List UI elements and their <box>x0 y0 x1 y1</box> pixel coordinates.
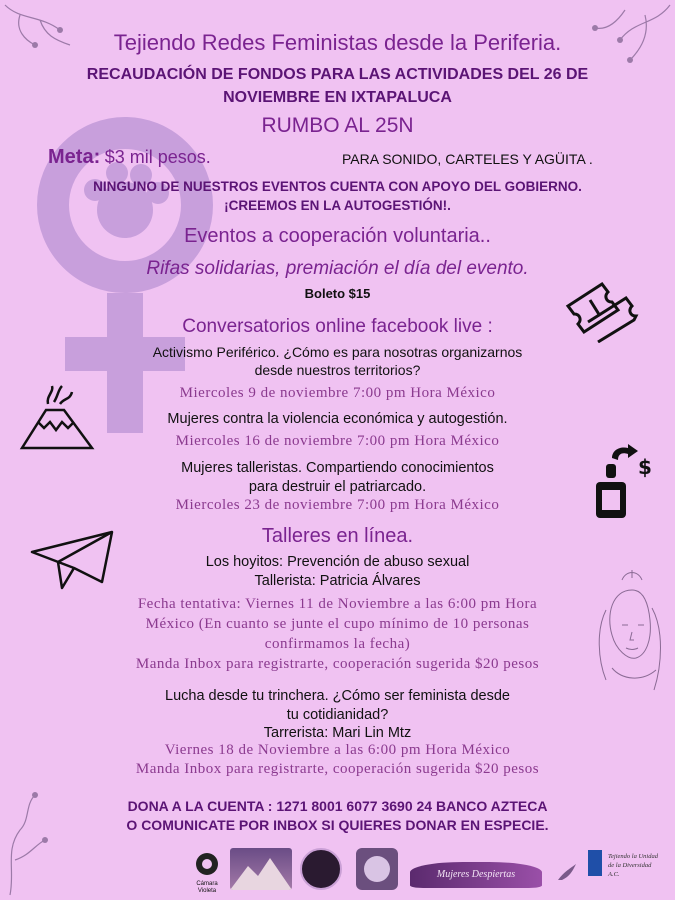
ticket-price: Boleto $15 <box>304 286 371 301</box>
tejiendo-label-2: de la Diversidad <box>608 862 652 869</box>
goal-label: Meta: <box>48 146 101 168</box>
logo-camara-violeta <box>192 852 222 892</box>
goal-line <box>48 146 211 169</box>
camara-label: Cámara <box>196 881 218 887</box>
logo-circle <box>300 848 342 890</box>
conversatorio-1-date: Miercoles 9 de noviembre 7:00 pm Hora México <box>179 385 496 401</box>
workshop-2-title-2: tu cotidianidad? <box>286 707 389 723</box>
conversatorio-2-title: Mujeres contra la violencia económica y autogestión. <box>167 411 508 427</box>
conversatorio-2-date: Miercoles 16 de noviembre 7:00 pm Hora México <box>175 433 500 449</box>
workshop-2-facilitator: Tarrerista: Mari Lin Mtz <box>263 725 412 741</box>
subtitle-line-1: RECAUDACIÓN DE FONDOS PARA LAS ACTIVIDADES DEL 26 DE <box>86 66 589 83</box>
mujeres-despiertas-label: Mujeres Despiertas <box>436 869 516 880</box>
workshop-1-info-4: Manda Inbox para registrarte, cooperación sugerida $20 pesos <box>135 656 540 672</box>
conversatorio-1-title-2: desde nuestros territorios? <box>254 362 421 378</box>
camera-aperture-icon <box>195 852 219 876</box>
workshop-1-info-3: confirmamos la fecha) <box>264 636 411 652</box>
raffle-text: Rifas solidarias, premiación el día del evento. <box>146 258 529 279</box>
conversatorio-3-title-2: para destruir el patriarcado. <box>248 479 427 495</box>
donation-line-2: O COMUNICATE POR INBOX SI QUIERES DONAR EN ESPECIE. <box>126 817 549 833</box>
violeta-label: Violeta <box>197 888 217 894</box>
subtitle-line-2: NOVIEMBRE EN IXTAPALUCA <box>223 89 452 106</box>
workshop-1-info-1: Fecha tentativa: Viernes 11 de Noviembre a las 6:00 pm Hora <box>137 596 538 612</box>
money-lock-icon <box>588 442 658 522</box>
logo-tejiendo-text <box>608 852 658 879</box>
conversatorio-3-date: Miercoles 23 de noviembre 7:00 pm Hora México <box>175 497 500 513</box>
tejiendo-label-3: A.C. <box>608 871 620 878</box>
workshop-1-title: Los hoyitos: Prevención de abuso sexual <box>205 554 470 570</box>
woman-illustration <box>592 570 672 700</box>
talleres-heading: Talleres en línea. <box>261 525 414 547</box>
donation-line-1: DONA A LA CUENTA : 1271 8001 6077 3690 24 BANCO AZTECA <box>127 798 548 814</box>
goal-purpose: PARA SONIDO, CARTELES Y AGÜITA . <box>342 151 593 167</box>
tejiendo-label-1: Tejiendo la Unidad <box>608 853 658 860</box>
workshop-2-info-1: Viernes 18 de Noviembre a las 6:00 pm Hora México <box>164 742 511 758</box>
goal-value: $3 mil pesos. <box>104 147 211 167</box>
workshop-1-facilitator: Tallerista: Patricia Álvares <box>254 573 421 589</box>
paper-plane-icon <box>28 528 118 593</box>
volcano-icon <box>18 382 98 452</box>
conversatorio-3-title-1: Mujeres talleristas. Compartiendo conocimientos <box>181 460 494 476</box>
dove-icon <box>556 862 578 884</box>
svg-text:$: $ <box>638 455 652 479</box>
notice-line-2: ¡CREEMOS EN LA AUTOGESTIÓN!. <box>224 198 451 213</box>
rumbo-heading: RUMBO AL 25N <box>261 114 414 137</box>
events-heading: Eventos a cooperación voluntaria.. <box>184 225 491 247</box>
logo-mujeres-despiertas <box>410 862 542 888</box>
logo-moon <box>356 848 398 890</box>
conversatorios-heading: Conversatorios online facebook live : <box>182 316 493 337</box>
conversatorio-1-title-1: Activismo Periférico. ¿Cómo es para nosotras organizarnos <box>152 344 523 360</box>
workshop-2-title-1: Lucha desde tu trinchera. ¿Cómo ser feminista desde <box>165 688 510 704</box>
logo-mountains <box>230 848 292 890</box>
workshop-2-info-2: Manda Inbox para registrarte, cooperación sugerida $20 pesos <box>135 761 540 777</box>
page-title: Tejiendo Redes Feministas desde la Periferia. <box>113 30 562 55</box>
workshop-1-info-2: México (En cuanto se junte el cupo mínimo de 10 personas <box>145 616 530 632</box>
logo-tejiendo-flag <box>588 850 602 876</box>
notice-line-1: NINGUNO DE NUESTROS EVENTOS CUENTA CON APOYO DEL GOBIERNO. <box>93 179 582 194</box>
